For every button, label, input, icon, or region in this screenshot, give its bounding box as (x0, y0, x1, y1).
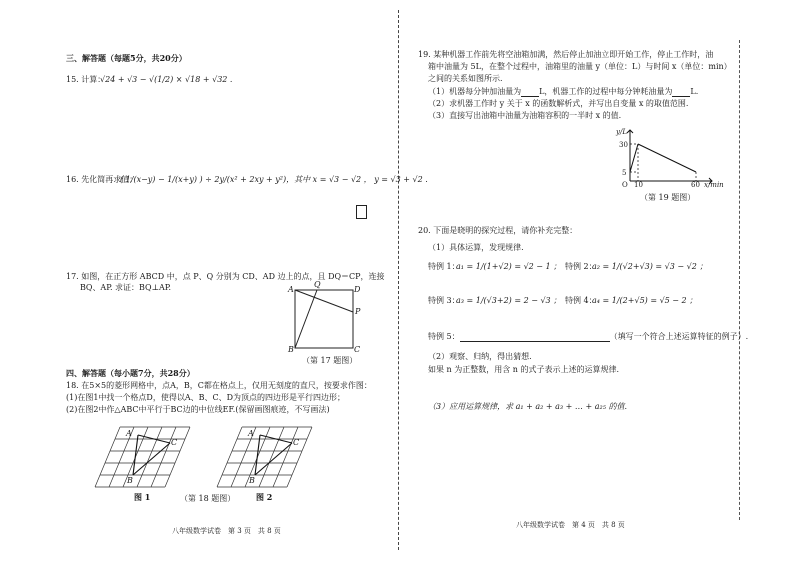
q19-line2: 箱中油量为 5L，在整个过程中，油箱里的油量 y（单位：L）与时间 x（单位：min） (428, 62, 732, 71)
q19-sub2: （2）求机器工作时 y 关于 x 的函数解析式，并写出自变量 x 的取值范围. (428, 99, 689, 108)
section3-title: 三、解答题（每题5分，共20分） (66, 53, 187, 63)
q20-ex2-label: 特例 2： (565, 262, 597, 271)
q15-label: 15. 计算： (66, 75, 106, 84)
q18-fig2-grid (217, 425, 317, 490)
q20-ex2-expr: a₂ = 1/(√2+√3) = √3 − √2 ； (592, 262, 708, 271)
q19-blank-1[interactable] (521, 88, 539, 97)
q19-y-tick-5: 5 (622, 169, 627, 177)
q19-blank-2[interactable] (672, 88, 690, 97)
q18-fig2-label-a: A (248, 429, 254, 438)
q19-y-tick-30: 30 (619, 141, 628, 149)
left-page-footer: 八年级数学试卷 第 3 页 共 8 页 (172, 527, 281, 535)
q19-sub3: （3）直接写出油箱中油量为油箱容积的一半时 x 的值. (428, 111, 622, 120)
q19-x-tick-10: 10 (634, 181, 643, 189)
q17-line2: BQ、AP. 求证：BQ⊥AP. (80, 283, 172, 292)
right-page-footer: 八年级数学试卷 第 4 页 共 8 页 (516, 521, 625, 529)
q18-fig1-label-b: B (127, 476, 133, 485)
q19-origin: O (622, 181, 628, 189)
q18-fig2-label-c: C (293, 438, 300, 447)
q17-label-p: P (355, 307, 361, 316)
q18-fig2-caption: 图 2 (256, 492, 273, 502)
q19-graph (612, 126, 722, 188)
q17-label-q: Q (314, 280, 321, 289)
q20-ex3-label: 特例 3： (428, 296, 460, 305)
binding-margin-line (739, 40, 748, 520)
binding-mark (356, 205, 367, 219)
q17-label-b: B (288, 345, 294, 354)
q18-fig2-label-b: B (249, 476, 255, 485)
q20-ex5-hint: （填写一个符合上述运算特征的例子）. (609, 332, 749, 341)
section4-title: 四、解答题（每小题7分，共28分） (66, 368, 195, 378)
q20-ex5-label: 特例 5： (428, 332, 460, 341)
q20-sub1: （1）具体运算，发现规律. (428, 243, 524, 252)
q20-sub2: （2）观察、归纳，得出猜想. (428, 352, 532, 361)
q20-ex5 (428, 332, 748, 342)
q18-fig1-label-a: A (126, 429, 132, 438)
q17-line1: 17. 如图，在正方形 ABCD 中，点 P、Q 分别为 CD、AD 边上的点，且 DQ＝CP，连接 (66, 272, 385, 281)
q20-ex1-label: 特例 1： (428, 262, 460, 271)
q18-line1: 18. 在5×5的菱形网格中，点A，B，C都在格点上，仅用无刻度的直尺，按要求作图： (66, 381, 372, 390)
q19-sub1-part-c: L. (690, 87, 699, 96)
q20-ex3-expr: a₃ = 1/(√3+2) = 2 − √3 ； (456, 296, 562, 305)
q19-caption: （第 19 题图） (640, 193, 696, 202)
q20-sub2-text: 如果 n 为正整数，用含 n 的式子表示上述的运算规律. (428, 365, 620, 374)
q18-fig1-label-c: C (171, 438, 178, 447)
q18-caption: （第 18 题图） (180, 494, 236, 503)
q19-sub1-part-b: L，机器工作的过程中每分钟耗油量为 (539, 87, 673, 96)
q20-ex4-label: 特例 4： (565, 296, 597, 305)
q19-line3: 之间的关系如图所示. (428, 74, 503, 83)
q20-ex1-expr: a₁ = 1/(1+√2) = √2 − 1 ； (456, 262, 562, 271)
q18-fig1-grid (95, 425, 195, 490)
q17-label-d: D (354, 285, 361, 294)
q19-y-axis-label: y/L (616, 128, 627, 136)
q17-caption: （第 17 题图） (302, 356, 358, 365)
q19-sub1-part-a: （1）机器每分钟加油量为 (428, 87, 522, 96)
q19-x-axis-label: x/min (704, 181, 724, 189)
q20-line1: 20. 下面是晓明的探究过程，请你补充完整： (418, 226, 578, 235)
q16-expression: ( 1/(x−y) − 1/(x+y) ) ÷ 2y/(x² + 2xy + y²)，其中 x = √3 − √2 ， y = √3 + √2 . (120, 175, 428, 184)
q18-line2: (1)在图1中找一个格点D，使得以A、B、C、D为顶点的四边形是平行四边形； (66, 393, 346, 402)
q19-x-tick-60: 60 (691, 181, 700, 189)
q17-label-c: C (354, 345, 361, 354)
q18-line3: (2)在图2中作△ABC中平行于BC边的中位线EF.(保留画图痕迹，不写画法) (66, 405, 330, 414)
q19-line1: 19. 某种机器工作前先将空油箱加满，然后停止加油立即开始工作，停止工作时，油 (418, 50, 714, 59)
q16-label: 16. 先化简再求值： (66, 175, 138, 184)
q17-label-a: A (288, 285, 294, 294)
q20-ex5-blank[interactable] (460, 333, 610, 342)
q19-sub1 (428, 87, 698, 97)
q20-ex4-expr: a₄ = 1/(2+√5) = √5 − 2 ； (592, 296, 698, 305)
q15-expression: √24 + √3 − √(1/2) × √18 + √32 . (100, 75, 233, 84)
q20-sub3: （3）应用运算规律，求 a₁ + a₂ + a₃ + … + a₂₅ 的值. (428, 402, 627, 411)
page-fold-line (398, 10, 401, 550)
q18-fig1-caption: 图 1 (134, 492, 151, 502)
